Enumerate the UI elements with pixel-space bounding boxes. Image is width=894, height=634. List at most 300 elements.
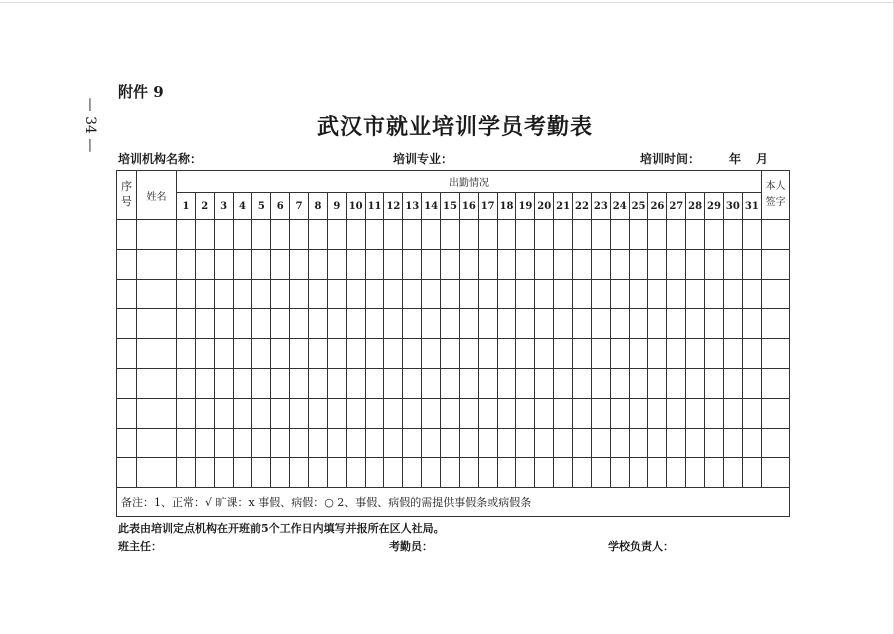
attendance-status-header: 出勤情况: [177, 171, 762, 193]
serial-header: [117, 171, 137, 220]
attendance-cell: [384, 220, 403, 250]
attendance-cell: [441, 339, 460, 369]
day-header-15: 15: [441, 193, 460, 220]
day-header-23: 23: [591, 193, 610, 220]
attendance-cell: [742, 309, 761, 339]
attendance-cell: [516, 220, 535, 250]
attendance-cell: [723, 428, 742, 458]
attendance-cell: [177, 309, 196, 339]
table-row: [117, 279, 790, 309]
attendance-cell: [478, 339, 497, 369]
attendance-cell: [591, 339, 610, 369]
attendance-cell: [214, 458, 233, 488]
attendance-cell: [459, 249, 478, 279]
attendance-cell: [554, 368, 573, 398]
attendance-cell: [195, 249, 214, 279]
attendance-cell: [742, 249, 761, 279]
attendance-cell: [271, 220, 290, 250]
attendance-cell: [497, 339, 516, 369]
attendance-cell: [290, 398, 309, 428]
attendance-cell: [573, 309, 592, 339]
month-label: 月: [756, 152, 769, 166]
training-time-label: 培训时间：: [640, 152, 701, 166]
table-row: [117, 368, 790, 398]
attendance-cell: [290, 279, 309, 309]
attendance-cell: [554, 339, 573, 369]
attendance-cell: [705, 309, 724, 339]
attendance-cell: [516, 339, 535, 369]
attendance-cell: [327, 339, 346, 369]
attendance-cell: [459, 220, 478, 250]
attendance-cell: [573, 398, 592, 428]
day-header-17: 17: [478, 193, 497, 220]
attendance-cell: [667, 368, 686, 398]
attendance-cell: [365, 309, 384, 339]
attendance-cell: [516, 398, 535, 428]
attendance-cell: [591, 428, 610, 458]
attendance-cell: [195, 309, 214, 339]
attendance-cell: [271, 309, 290, 339]
remark-row: [117, 488, 790, 517]
attendance-cell: [591, 279, 610, 309]
attendance-cell: [723, 220, 742, 250]
attendance-cell: [535, 309, 554, 339]
day-header-12: 12: [384, 193, 403, 220]
signature-header-label: 本人签字: [765, 181, 786, 208]
attendance-cell: [742, 398, 761, 428]
serial-cell: [117, 220, 137, 250]
name-cell: [137, 309, 177, 339]
attendance-cell: [573, 339, 592, 369]
attendance-cell: [686, 220, 705, 250]
attendance-cell: [309, 339, 328, 369]
attendance-cell: [346, 458, 365, 488]
signature-cell: [762, 309, 790, 339]
attendance-cell: [629, 279, 648, 309]
attendance-cell: [478, 309, 497, 339]
attendance-cell: [667, 398, 686, 428]
serial-cell: [117, 339, 137, 369]
attendance-cell: [214, 339, 233, 369]
remark-cell: 备注：1、正常：√ 旷课：x 事假、病假：○ 2、事假、病假的需提供事假条或病假条: [117, 488, 790, 517]
attendance-cell: [554, 220, 573, 250]
attendance-cell: [309, 249, 328, 279]
signature-cell: [762, 398, 790, 428]
attendance-cell: [346, 279, 365, 309]
attendance-cell: [441, 428, 460, 458]
attendance-cell: [365, 458, 384, 488]
attendance-cell: [365, 339, 384, 369]
attendance-cell: [346, 339, 365, 369]
day-header-25: 25: [629, 193, 648, 220]
attendance-cell: [742, 339, 761, 369]
attendance-cell: [403, 458, 422, 488]
attendance-cell: [441, 309, 460, 339]
day-header-19: 19: [516, 193, 535, 220]
attendance-cell: [233, 428, 252, 458]
attendance-cell: [252, 309, 271, 339]
signature-cell: [762, 428, 790, 458]
attendance-cell: [195, 339, 214, 369]
attendance-cell: [573, 368, 592, 398]
attendance-cell: [554, 279, 573, 309]
day-header-3: 3: [214, 193, 233, 220]
attendance-cell: [497, 249, 516, 279]
attendance-cell: [629, 398, 648, 428]
serial-cell: [117, 279, 137, 309]
attendance-cell: [686, 339, 705, 369]
attendance-cell: [629, 368, 648, 398]
day-header-27: 27: [667, 193, 686, 220]
attendance-cell: [705, 279, 724, 309]
attendance-cell: [365, 368, 384, 398]
attendance-cell: [610, 339, 629, 369]
attendance-cell: [271, 279, 290, 309]
attendance-cell: [441, 368, 460, 398]
attendance-cell: [365, 279, 384, 309]
scan-edge-top: [0, 2, 894, 3]
attendance-cell: [478, 428, 497, 458]
attendance-cell: [591, 249, 610, 279]
attendance-cell: [195, 428, 214, 458]
serial-cell: [117, 309, 137, 339]
attendance-cell: [327, 220, 346, 250]
table-row: [117, 458, 790, 488]
attendance-cell: [648, 458, 667, 488]
page-number: — 34 —: [82, 97, 98, 153]
day-header-31: 31: [742, 193, 761, 220]
attendance-cell: [309, 398, 328, 428]
attendance-cell: [403, 368, 422, 398]
attendance-cell: [271, 368, 290, 398]
attendance-cell: [290, 339, 309, 369]
attendance-cell: [459, 368, 478, 398]
day-header-2: 2: [195, 193, 214, 220]
table-row: [117, 398, 790, 428]
attendance-cell: [384, 428, 403, 458]
attendance-cell: [648, 368, 667, 398]
attendance-cell: [554, 249, 573, 279]
attendance-cell: [346, 249, 365, 279]
attendance-cell: [422, 279, 441, 309]
attendance-cell: [648, 309, 667, 339]
attendance-cell: [252, 368, 271, 398]
attendance-cell: [610, 458, 629, 488]
day-header-6: 6: [271, 193, 290, 220]
attendance-cell: [422, 309, 441, 339]
attendance-cell: [309, 279, 328, 309]
attendance-cell: [459, 309, 478, 339]
attendance-cell: [271, 339, 290, 369]
attendance-cell: [252, 398, 271, 428]
attendance-cell: [686, 309, 705, 339]
attendance-cell: [422, 458, 441, 488]
institution-label: 培训机构名称：: [118, 152, 203, 166]
attendance-cell: [478, 279, 497, 309]
attendance-cell: [686, 249, 705, 279]
attendance-cell: [459, 398, 478, 428]
attendance-cell: [384, 249, 403, 279]
attendance-cell: [290, 428, 309, 458]
attendance-cell: [610, 279, 629, 309]
attendance-cell: [290, 368, 309, 398]
day-header-21: 21: [554, 193, 573, 220]
attendance-cell: [723, 398, 742, 428]
attendance-cell: [667, 339, 686, 369]
attendance-cell: [233, 398, 252, 428]
attendance-cell: [403, 249, 422, 279]
attendance-cell: [554, 398, 573, 428]
attachment-label: 附件 9: [118, 83, 164, 101]
attendance-cell: [648, 339, 667, 369]
attendance-cell: [214, 428, 233, 458]
attendance-cell: [327, 368, 346, 398]
attendance-cell: [705, 428, 724, 458]
attendance-cell: [177, 398, 196, 428]
attendance-cell: [459, 428, 478, 458]
attendance-cell: [686, 368, 705, 398]
attendance-cell: [195, 458, 214, 488]
attendance-cell: [554, 458, 573, 488]
attendance-cell: [422, 249, 441, 279]
attendance-cell: [233, 458, 252, 488]
header-row: [117, 171, 790, 193]
day-header-24: 24: [610, 193, 629, 220]
attendance-cell: [422, 428, 441, 458]
attendance-cell: [233, 220, 252, 250]
name-cell: [137, 458, 177, 488]
attendance-cell: [459, 339, 478, 369]
attendance-cell: [346, 398, 365, 428]
attendance-cell: [497, 458, 516, 488]
serial-header-label: 序号: [121, 180, 132, 208]
attendance-cell: [667, 220, 686, 250]
attendance-cell: [214, 279, 233, 309]
name-cell: [137, 339, 177, 369]
attendance-cell: [252, 279, 271, 309]
attendance-cell: [214, 220, 233, 250]
attendance-cell: [497, 279, 516, 309]
attendance-cell: [233, 249, 252, 279]
attendance-cell: [723, 309, 742, 339]
attendance-cell: [177, 428, 196, 458]
attendance-cell: [723, 339, 742, 369]
name-cell: [137, 398, 177, 428]
attendance-cell: [271, 249, 290, 279]
attendance-cell: [327, 398, 346, 428]
attendance-cell: [195, 220, 214, 250]
attendance-cell: [667, 249, 686, 279]
attendance-cell: [422, 398, 441, 428]
attendance-cell: [327, 249, 346, 279]
table-row: [117, 428, 790, 458]
attendance-cell: [177, 249, 196, 279]
attendance-cell: [497, 428, 516, 458]
attendance-cell: [686, 458, 705, 488]
attendance-cell: [591, 458, 610, 488]
attendance-cell: [252, 339, 271, 369]
attendance-cell: [535, 339, 554, 369]
attendance-cell: [403, 428, 422, 458]
attendance-cell: [271, 428, 290, 458]
attendance-cell: [478, 249, 497, 279]
attendance-cell: [346, 428, 365, 458]
attendance-cell: [516, 309, 535, 339]
attendance-cell: [516, 458, 535, 488]
attendance-cell: [214, 249, 233, 279]
attendance-cell: [290, 309, 309, 339]
attendance-cell: [667, 458, 686, 488]
attendance-cell: [686, 428, 705, 458]
attendance-cell: [554, 309, 573, 339]
signature-cell: [762, 220, 790, 250]
attendance-cell: [497, 368, 516, 398]
attendance-cell: [384, 309, 403, 339]
attendance-cell: [309, 458, 328, 488]
attendance-cell: [403, 220, 422, 250]
attendance-cell: [705, 368, 724, 398]
attendance-cell: [252, 458, 271, 488]
attendance-cell: [309, 309, 328, 339]
table-row: [117, 339, 790, 369]
attendance-cell: [742, 279, 761, 309]
day-header-20: 20: [535, 193, 554, 220]
attendance-cell: [195, 398, 214, 428]
attendance-cell: [516, 368, 535, 398]
name-header: 姓名: [137, 171, 177, 220]
attendance-cell: [441, 458, 460, 488]
attendance-cell: [742, 220, 761, 250]
attendance-cell: [573, 458, 592, 488]
head-teacher-label: 班主任：: [118, 540, 162, 553]
attendance-cell: [629, 339, 648, 369]
day-header-18: 18: [497, 193, 516, 220]
attendance-cell: [686, 279, 705, 309]
attendance-cell: [573, 279, 592, 309]
attendance-cell: [478, 220, 497, 250]
attendance-cell: [195, 279, 214, 309]
table-row: [117, 309, 790, 339]
attendance-cell: [365, 220, 384, 250]
attendance-cell: [742, 428, 761, 458]
attendance-cell: [535, 249, 554, 279]
attendance-cell: [214, 398, 233, 428]
attendance-cell: [309, 220, 328, 250]
attendance-cell: [705, 249, 724, 279]
attendance-cell: [214, 368, 233, 398]
serial-cell: [117, 428, 137, 458]
attendance-cell: [384, 458, 403, 488]
day-header-9: 9: [327, 193, 346, 220]
serial-cell: [117, 249, 137, 279]
day-header-7: 7: [290, 193, 309, 220]
attendance-cell: [742, 458, 761, 488]
signature-cell: [762, 368, 790, 398]
attendance-cell: [309, 428, 328, 458]
attendance-cell: [686, 398, 705, 428]
attendance-cell: [422, 220, 441, 250]
attendance-cell: [629, 220, 648, 250]
day-number-row: [117, 193, 790, 220]
name-cell: [137, 368, 177, 398]
attendance-cell: [252, 220, 271, 250]
signature-cell: [762, 249, 790, 279]
attendance-cell: [591, 368, 610, 398]
attendance-cell: [610, 220, 629, 250]
day-header-16: 16: [459, 193, 478, 220]
attendance-cell: [233, 368, 252, 398]
attendance-cell: [327, 428, 346, 458]
attendance-cell: [723, 458, 742, 488]
attendance-cell: [177, 220, 196, 250]
attendance-cell: [365, 398, 384, 428]
table-row: [117, 220, 790, 250]
attendance-cell: [629, 249, 648, 279]
attendance-cell: [384, 398, 403, 428]
day-header-5: 5: [252, 193, 271, 220]
attendance-cell: [252, 249, 271, 279]
attendance-cell: [516, 249, 535, 279]
attendance-cell: [346, 309, 365, 339]
serial-cell: [117, 398, 137, 428]
name-cell: [137, 249, 177, 279]
signature-cell: [762, 339, 790, 369]
signature-header: [762, 171, 790, 220]
attendance-cell: [591, 220, 610, 250]
attendance-cell: [403, 279, 422, 309]
attendance-cell: [290, 220, 309, 250]
attendance-cell: [705, 398, 724, 428]
attendance-cell: [554, 428, 573, 458]
attendance-cell: [346, 368, 365, 398]
attendance-cell: [441, 220, 460, 250]
signature-cell: [762, 279, 790, 309]
attendance-cell: [497, 220, 516, 250]
attendance-cell: [705, 458, 724, 488]
day-header-30: 30: [723, 193, 742, 220]
attendance-cell: [195, 368, 214, 398]
attendance-cell: [629, 428, 648, 458]
attendance-cell: [667, 309, 686, 339]
attendance-cell: [723, 279, 742, 309]
attendance-cell: [648, 220, 667, 250]
attendance-cell: [629, 309, 648, 339]
day-header-14: 14: [422, 193, 441, 220]
attendance-cell: [233, 339, 252, 369]
attendance-cell: [610, 249, 629, 279]
attendance-cell: [478, 368, 497, 398]
attendance-cell: [478, 398, 497, 428]
attendance-cell: [573, 428, 592, 458]
attendance-cell: [705, 220, 724, 250]
day-header-4: 4: [233, 193, 252, 220]
attendance-cell: [309, 368, 328, 398]
attendance-cell: [497, 398, 516, 428]
table-row: [117, 249, 790, 279]
attendance-cell: [648, 398, 667, 428]
attendance-cell: [535, 279, 554, 309]
attendance-cell: [629, 458, 648, 488]
attendance-cell: [422, 368, 441, 398]
attendance-cell: [441, 398, 460, 428]
attendance-cell: [573, 220, 592, 250]
attendance-cell: [441, 249, 460, 279]
attendance-cell: [648, 249, 667, 279]
attendance-cell: [610, 309, 629, 339]
attendance-cell: [384, 368, 403, 398]
attendance-cell: [365, 428, 384, 458]
serial-cell: [117, 368, 137, 398]
